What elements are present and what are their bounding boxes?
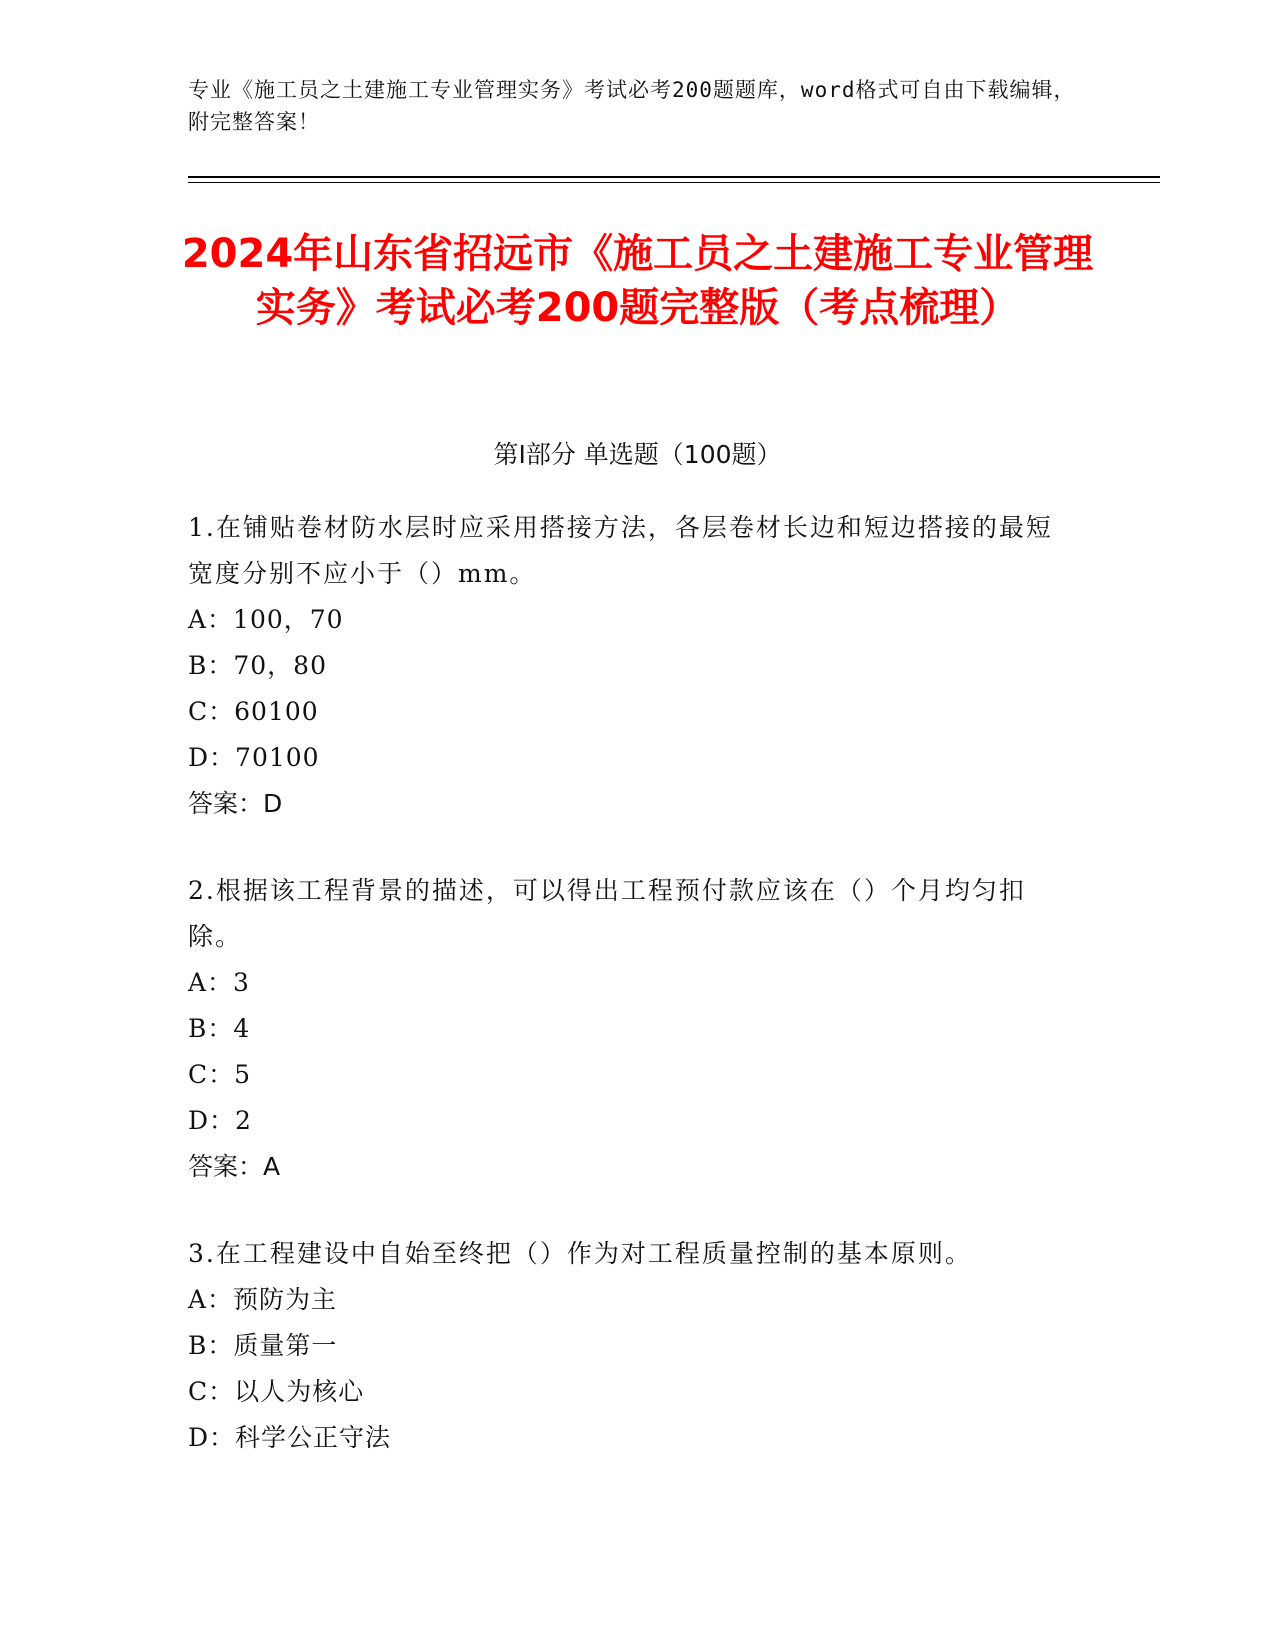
option-c: C：以人为核心 [188,1377,365,1406]
option-c: C：5 [188,1060,252,1089]
question-1 [188,505,1068,827]
option-a: A：3 [188,968,250,997]
option-d: D：2 [188,1106,252,1135]
section-heading: 第I部分 单选题（100题） [493,440,782,469]
answer: 答案：A [188,1152,281,1181]
header-rule-thick [188,176,1160,178]
header-rule-thin [188,182,1160,183]
option-b: B：4 [188,1014,251,1043]
question-stem: 3.在工程建设中自始至终把（）作为对工程质量控制的基本原则。 [188,1239,972,1268]
question-stem: 1.在铺贴卷材防水层时应采用搭接方法，各层卷材长边和短边搭接的最短宽度分别不应小于（）mm。 [188,513,1053,588]
option-b: B：70，80 [188,651,327,680]
option-a: A：预防为主 [188,1285,338,1314]
question-stem: 2.根据该工程背景的描述，可以得出工程预付款应该在（）个月均匀扣除。 [188,876,1026,951]
document-title: 2024年山东省招远市《施工员之土建施工专业管理实务》考试必考200题完整版（考点梳理） [181,231,1094,331]
option-c: C：60100 [188,697,319,726]
answer: 答案：D [188,789,283,818]
option-d: D：科学公正守法 [188,1423,392,1452]
option-a: A：100，70 [188,605,344,634]
option-b: B：质量第一 [188,1331,338,1360]
option-d: D：70100 [188,743,320,772]
question-2 [188,868,1068,1190]
header-note: 专业《施工员之土建施工专业管理实务》考试必考200题题库，word格式可自由下载编辑，附完整答案！ [188,78,1076,134]
question-3 [188,1231,1068,1461]
